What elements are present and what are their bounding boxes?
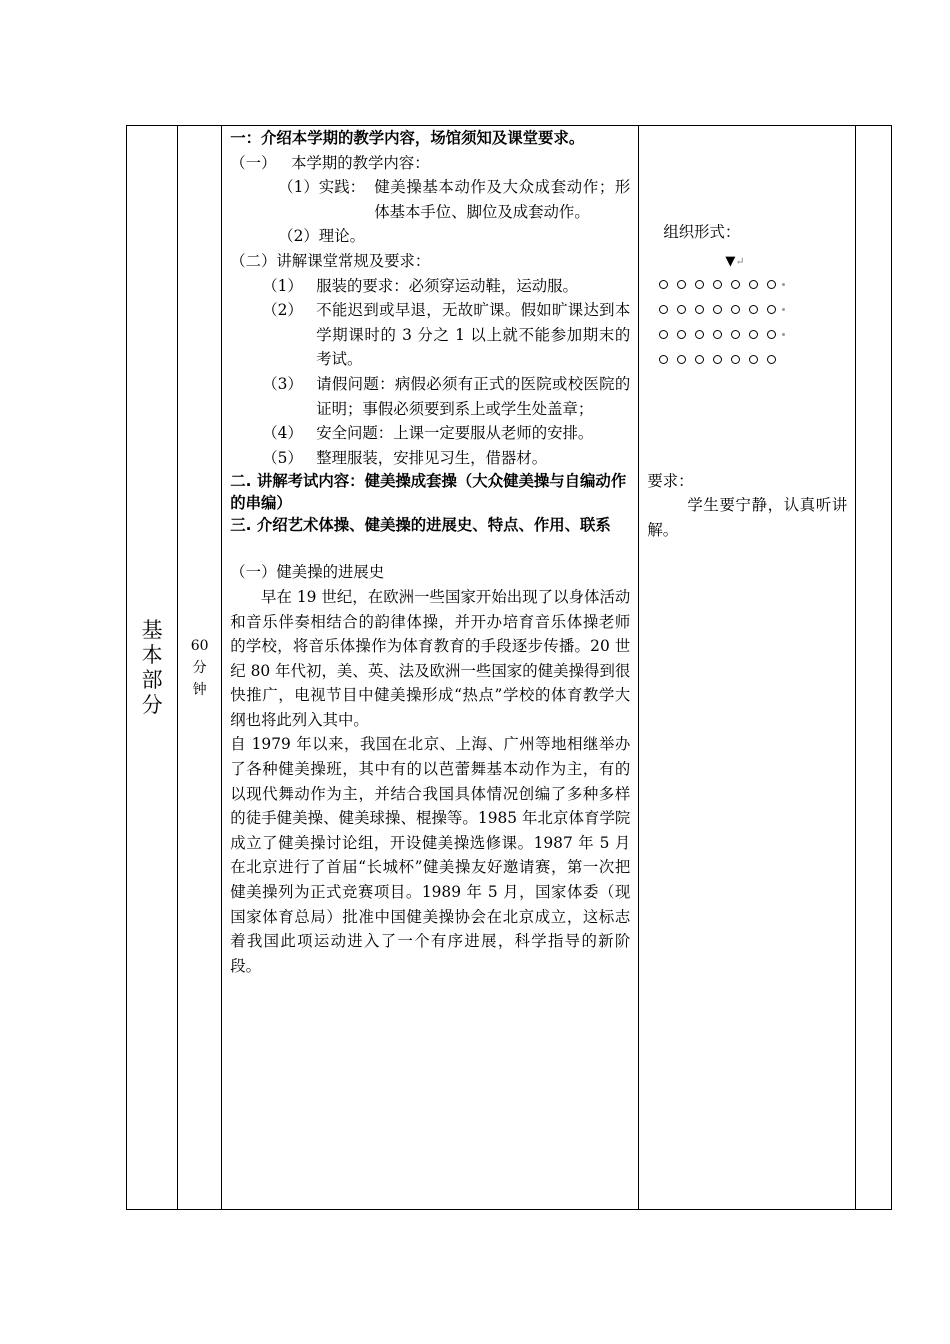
student-circle-icon [767, 355, 776, 364]
sub-heading-2: （二）讲解课堂常规及要求： [230, 251, 431, 270]
student-circle-icon [659, 305, 668, 314]
lesson-plan-table [126, 125, 892, 1210]
student-circle-icon [749, 330, 758, 339]
student-circle-icon [731, 280, 740, 289]
paragraph-mark-icon [782, 308, 785, 311]
paragraph-mark-icon [782, 333, 785, 336]
student-circle-icon [659, 355, 668, 364]
practice-text: 健美操基本动作及大众成套动作；形体基本手位、脚位及成套动作。 [374, 178, 631, 221]
history-paragraph-1: 早在 19 世纪，在欧洲一些国家开始出现了以身体活动和音乐伴奏相结合的韵律体操，并开办培育音乐体操老师的学校，将音乐体操作为体育教育的手段逐步传播。20 世纪 80 年代初，美、英、法及欧洲一些国家的健美操得到很快推广，电视节目中健美操形成“热点”学校的体育教学大纲也将此列入其中。 [230, 587, 631, 729]
student-circle-icon [659, 280, 668, 289]
organization-panel [639, 126, 855, 1209]
student-circle-icon [713, 355, 722, 364]
theory-item: （2）理论。 [278, 227, 365, 246]
content-text [222, 126, 638, 978]
student-circle-icon [659, 330, 668, 339]
rule-item: （3） 请假问题：病假必须有正式的医院或校医院的证明；事假必须要到系上或学生处盖章； [262, 374, 631, 418]
student-circle-icon [767, 305, 776, 314]
rule-item: （4） 安全问题：上课一定要服从老师的安排。 [262, 424, 594, 443]
student-circle-icon [695, 355, 704, 364]
student-circle-icon [731, 355, 740, 364]
notes-cell [855, 126, 891, 1210]
requirement-body: 学生要宁静，认真听讲解。 [647, 496, 848, 539]
student-circle-icon [713, 305, 722, 314]
student-circle-icon [749, 280, 758, 289]
heading-1: 一：介绍本学期的教学内容，场馆须知及课堂要求。 [230, 129, 585, 147]
rule-item: （1） 服装的要求：必须穿运动鞋，运动服。 [262, 276, 578, 295]
student-circle-icon [749, 355, 758, 364]
rule-item: （5） 整理服装，安排见习生，借器材。 [262, 448, 548, 467]
rule-item: （2） 不能迟到或早退，无故旷课。假如旷课达到本学期课时的 3 分之 1 以上就不能参加期末的考试。 [262, 301, 631, 369]
student-circle-icon [767, 280, 776, 289]
time-cell [178, 126, 222, 1210]
student-circle-icon [713, 280, 722, 289]
table-row [127, 126, 892, 1210]
sub-heading-1: （一） 本学期的教学内容： [230, 153, 430, 172]
requirement-text [647, 493, 847, 542]
requirement-title: 要求： [647, 472, 694, 490]
student-circle-icon [695, 305, 704, 314]
teacher-marker [725, 250, 744, 275]
student-circle-icon [677, 355, 686, 364]
student-circle-icon [695, 330, 704, 339]
student-circle-icon [695, 280, 704, 289]
teacher-triangle-icon: ▼ [725, 254, 736, 269]
student-circle-icon [731, 305, 740, 314]
formation-row [659, 355, 776, 364]
formation-row [659, 330, 785, 339]
student-circle-icon [713, 330, 722, 339]
heading-2: 二. 讲解考试内容：健美操成套操（大众健美操与自编动作的串编） [230, 472, 627, 513]
history-sub-heading: （一）健美操的进展史 [230, 563, 385, 582]
student-circle-icon [731, 330, 740, 339]
formation-row [659, 280, 785, 289]
student-circle-icon [677, 280, 686, 289]
spacer [230, 536, 630, 560]
organization-cell [639, 126, 856, 1210]
practice-num: （1）实践： [278, 178, 365, 197]
student-circle-icon [749, 305, 758, 314]
time-label: 60分钟 [190, 637, 209, 698]
student-circle-icon [677, 330, 686, 339]
part-cell [127, 126, 178, 1210]
formation-row [659, 305, 785, 314]
history-paragraph-2: 自 1979 年以来，我国在北京、上海、广州等地相继举办了各种健美操班，其中有的以芭蕾舞基本动作为主，有的以现代舞动作为主，并结合我国具体情况创编了多种多样的徒手健美操、健美球操、棍操等。1985 年北京体育学院成立了健美操讨论组，开设健美操选修课。1987 年 5 月在北京进行了首届“长城杯”健美操友好邀请赛，第一次把健美操列为正式竞赛项目。1989 年 5 月，国家体委（现国家体育总局）批准中国健美操协会在北京成立，这标志着我国此项运动进入了一个有序进展，科学指导的新阶段。 [230, 735, 631, 975]
content-cell [222, 126, 639, 1210]
part-label: 基本部分 [141, 617, 163, 717]
organization-title: 组织形式： [663, 223, 741, 241]
student-circle-icon [767, 330, 776, 339]
return-mark-icon: ↵ [735, 255, 745, 268]
practice-item [230, 175, 630, 224]
paragraph-mark-icon [782, 283, 785, 286]
student-circle-icon [677, 305, 686, 314]
heading-3: 三. 介绍艺术体操、健美操的进展史、特点、作用、联系 [230, 516, 611, 535]
